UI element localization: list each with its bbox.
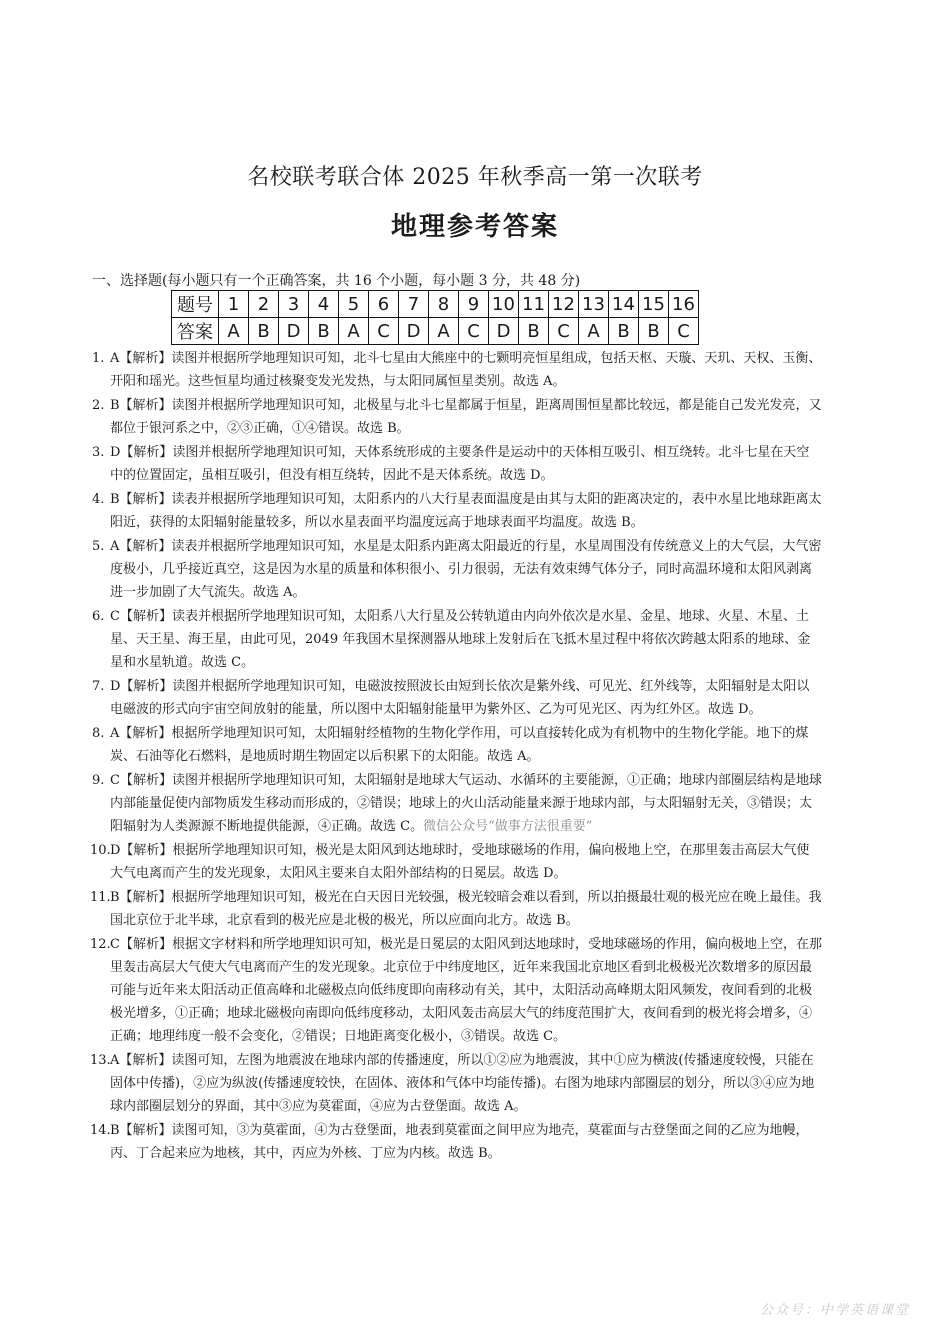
question-number-cell: 8 bbox=[429, 291, 459, 318]
item-number: 1. bbox=[92, 351, 105, 366]
item-text: B【解析】根据所学地理知识可知，极光在白天因日光较强，极光较暗会难以看到，所以拍摄最壮观的极光应在晚上最佳。我国北京位于北半球，北京看到的极光应是北极的极光，所以应面向北方。故选 B。 bbox=[110, 890, 822, 928]
answer-cell: B bbox=[519, 318, 549, 345]
explanation-item bbox=[92, 1049, 822, 1118]
question-number-row bbox=[172, 291, 699, 318]
footer-watermark: 公众号：中学英语课堂 bbox=[759, 1303, 910, 1318]
explanation-item bbox=[92, 839, 822, 885]
question-number-cell: 9 bbox=[459, 291, 489, 318]
answer-header: 答案 bbox=[172, 318, 219, 345]
item-text: D【解析】读图并根据所学地理知识可知，电磁波按照波长由短到长依次是紫外线、可见光、红外线等，太阳辐射是太阳以电磁波的形式向宇宙空间放射的能量，所以图中太阳辐射能量甲为紫外区、乙为可见光区、丙为红外区。故选 D。 bbox=[110, 679, 810, 717]
item-text: A【解析】根据所学地理知识可知，太阳辐射经植物的生物化学作用，可以直接转化成为有机物中的生物化学能。地下的煤炭、石油等化石燃料，是地质时期生物固定以后积累下的太阳能。故选 A。 bbox=[110, 726, 809, 764]
question-number-cell: 12 bbox=[549, 291, 579, 318]
question-number-cell: 5 bbox=[339, 291, 369, 318]
answer-cell: D bbox=[489, 318, 519, 345]
item-number: 2. bbox=[92, 398, 105, 413]
item-number: 7. bbox=[92, 679, 105, 694]
item-number: 4. bbox=[92, 492, 105, 507]
item-text: C【解析】读表并根据所学地理知识可知，太阳系八大行星及公转轨道由内向外依次是水星、金星、地球、火星、木星、土星、天王星、海王星，由此可见，2049 年我国木星探测器从地球上发射后在飞抵木星过程中将依次跨越太阳系的地球、金星和水星轨道。故选 C。 bbox=[110, 609, 811, 670]
explanation-item bbox=[92, 347, 822, 393]
question-number-cell: 16 bbox=[669, 291, 699, 318]
item-number: 3. bbox=[92, 445, 105, 460]
explanation-item bbox=[92, 675, 822, 721]
answer-cell: D bbox=[399, 318, 429, 345]
answer-row bbox=[172, 318, 699, 345]
section-heading: 一、选择题(每小题只有一个正确答案，共 16 个小题，每小题 3 分，共 48 分) bbox=[92, 273, 581, 289]
answer-cell: A bbox=[339, 318, 369, 345]
explanation-item bbox=[92, 886, 822, 932]
question-number-cell: 13 bbox=[579, 291, 609, 318]
item-number: 6. bbox=[92, 609, 105, 624]
item-number: 14. bbox=[90, 1123, 111, 1138]
explanation-item bbox=[92, 933, 822, 1048]
item-text: D【解析】根据所学地理知识可知，极光是太阳风到达地球时，受地球磁场的作用，偏向极地上空，在那里轰击高层大气使大气电离而产生的发光现象，太阳风主要来自太阳外部结构的日冕层。故选 D。 bbox=[110, 843, 810, 881]
answer-cell: C bbox=[459, 318, 489, 345]
item-text: C【解析】读图并根据所学地理知识可知，太阳辐射是地球大气运动、水循环的主要能源，①正确；地球内部圈层结构是地球内部能量促使内部物质发生移动而形成的，②错误；地球上的火山活动能量来源于地球内部，与太阳辐射无关，③错误；太阳辐射为人类源源不断地提供能源，④正确。故选 C。 bbox=[110, 773, 822, 834]
answer-cell: C bbox=[549, 318, 579, 345]
question-number-cell: 2 bbox=[249, 291, 279, 318]
document-title: 名校联考联合体 2025 年秋季高一第一次联考 bbox=[247, 165, 703, 190]
answer-cell: A bbox=[429, 318, 459, 345]
answer-cell: B bbox=[249, 318, 279, 345]
item-number: 5. bbox=[92, 539, 105, 554]
item-number: 11. bbox=[90, 890, 111, 905]
answer-cell: A bbox=[579, 318, 609, 345]
explanation-item bbox=[92, 394, 822, 440]
explanation-item bbox=[92, 1119, 822, 1165]
item-text: B【解析】读图可知，③为莫霍面，④为古登堡面，地表到莫霍面之间甲应为地壳，莫霍面与古登堡面之间的乙应为地幔，丙、丁合起来应为地核，其中，丙应为外核、丁应为内核。故选 B。 bbox=[110, 1123, 809, 1161]
question-number-cell: 3 bbox=[279, 291, 309, 318]
document-subtitle: 地理参考答案 bbox=[390, 212, 559, 242]
explanation-item bbox=[92, 605, 822, 674]
answer-cell: A bbox=[219, 318, 249, 345]
answer-table bbox=[171, 290, 699, 345]
question-number-cell: 11 bbox=[519, 291, 549, 318]
answer-cell: C bbox=[669, 318, 699, 345]
answer-cell: B bbox=[609, 318, 639, 345]
item-number: 12. bbox=[90, 937, 111, 952]
question-number-cell: 7 bbox=[399, 291, 429, 318]
question-number-cell: 10 bbox=[489, 291, 519, 318]
question-number-header: 题号 bbox=[172, 291, 219, 318]
item-text: A【解析】读表并根据所学地理知识可知，水星是太阳系内距离太阳最近的行星，水星周围没有传统意义上的大气层，大气密度极小，几乎接近真空，这是因为水星的质量和体积很小、引力很弱，无法有效束缚气体分子，同时高温环境和太阳风剥离进一步加剧了大气流失。故选 A。 bbox=[110, 539, 822, 600]
explanation-item bbox=[92, 722, 822, 768]
question-number-cell: 14 bbox=[609, 291, 639, 318]
item-number: 9. bbox=[92, 773, 105, 788]
explanation-item bbox=[92, 441, 822, 487]
question-number-cell: 4 bbox=[309, 291, 339, 318]
inline-watermark: 微信公众号“做事方法很重要” bbox=[423, 819, 593, 834]
item-text: D【解析】读图并根据所学地理知识可知，天体系统形成的主要条件是运动中的天体相互吸引、相互绕转。北斗七星在天空中的位置固定，虽相互吸引，但没有相互绕转，因此不是天体系统。故选 D。 bbox=[110, 445, 810, 483]
answer-cell: B bbox=[309, 318, 339, 345]
item-text: B【解析】读图并根据所学地理知识可知，北极星与北斗七星都属于恒星，距离周围恒星都比较远，都是能自己发光发亮，又都位于银河系之中，②③正确，①④错误。故选 B。 bbox=[110, 398, 822, 436]
question-number-cell: 6 bbox=[369, 291, 399, 318]
item-number: 13. bbox=[90, 1053, 111, 1068]
explanation-item bbox=[92, 488, 822, 534]
explanation-item bbox=[92, 769, 822, 838]
answer-cell: D bbox=[279, 318, 309, 345]
item-number: 8. bbox=[92, 726, 105, 741]
explanation-list bbox=[92, 347, 822, 1166]
question-number-cell: 1 bbox=[219, 291, 249, 318]
item-text: B【解析】读表并根据所学地理知识可知，太阳系内的八大行星表面温度是由其与太阳的距离决定的，表中水星比地球距离太阳近，获得的太阳辐射能量较多，所以水星表面平均温度远高于地球表面平均温度。故选 B。 bbox=[110, 492, 822, 530]
answer-cell: C bbox=[369, 318, 399, 345]
answer-cell: B bbox=[639, 318, 669, 345]
item-text: A【解析】读图并根据所学地理知识可知，北斗七星由大熊座中的七颗明亮恒星组成，包括天枢、天璇、天玑、天权、玉衡、开阳和瑶光。这些恒星均通过核聚变发光发热，与太阳同属恒星类别。故选 A。 bbox=[110, 351, 822, 389]
question-number-cell: 15 bbox=[639, 291, 669, 318]
explanation-item bbox=[92, 535, 822, 604]
item-text: C【解析】根据文字材料和所学地理知识可知，极光是日冕层的太阳风到达地球时，受地球磁场的作用，偏向极地上空，在那里轰击高层大气使大气电离而产生的发光现象。北京位于中纬度地区，近年来我国北京地区看到北极极光次数增多的原因最可能与近年来太阳活动正值高峰和北磁极点向低纬度即向南移动有关，其中，太阳活动高峰期太阳风频发，夜间看到的北极极光增多，①正确；地球北磁极向南即向低纬度移动，太阳风轰击高层大气的纬度范围扩大，夜间看到的极光将会增多，④正确；地理纬度一般不会变化，②错误；日地距离变化极小，③错误。故选 C。 bbox=[110, 937, 822, 1044]
item-number: 10. bbox=[90, 843, 111, 858]
item-text: A【解析】读图可知，左图为地震波在地球内部的传播速度，所以①②应为地震波，其中①应为横波(传播速度较慢，只能在固体中传播)，②应为纵波(传播速度较快，在固体、液体和气体中均能传播)。右图为地球内部圈层的划分，所以③④应为地球内部圈层划分的界面，其中③应为莫霍面，④应为古登堡面。故选 A。 bbox=[110, 1053, 815, 1114]
